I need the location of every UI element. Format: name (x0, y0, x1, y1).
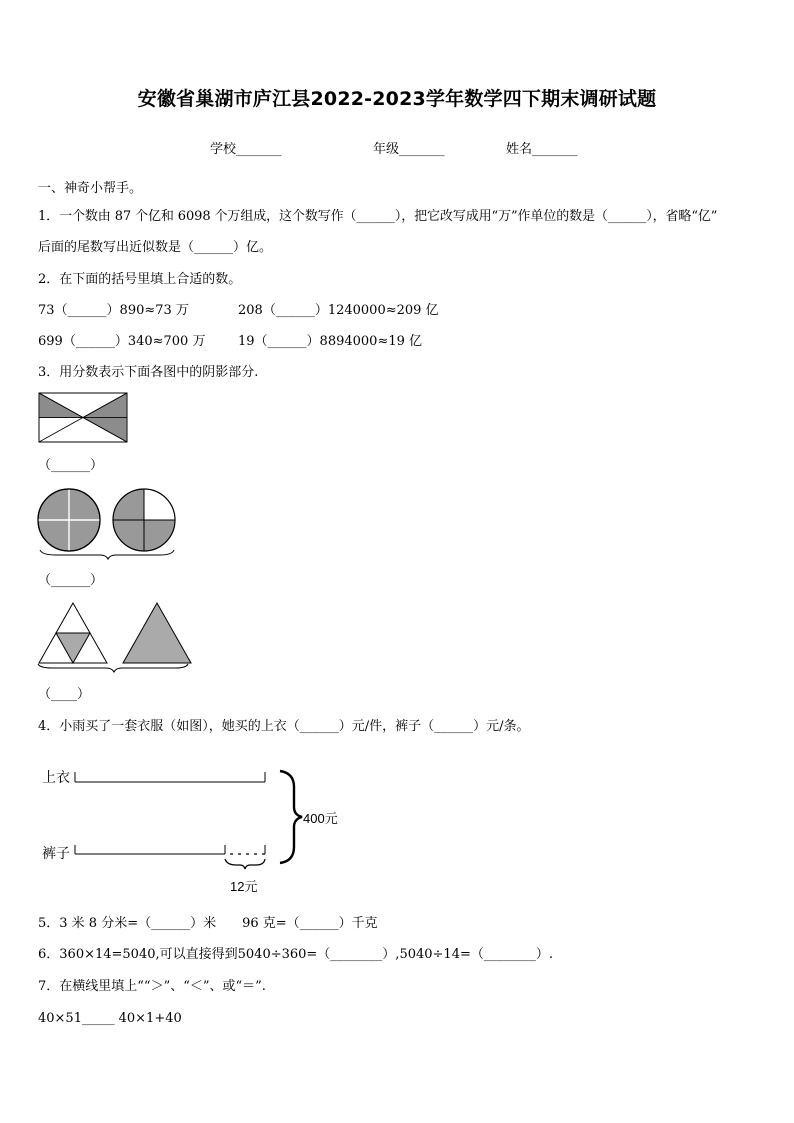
question-7-expression: 40×51_____ 40×1+40 (38, 1011, 182, 1026)
grade-field: 年级_______ (373, 142, 445, 157)
figure-rectangle (38, 392, 130, 444)
brace (38, 664, 188, 672)
label-top: 上衣 (42, 769, 70, 785)
brace (40, 550, 174, 559)
question-3: 3．用分数表示下面各图中的阴影部分. (38, 365, 259, 380)
big-brace (280, 771, 302, 863)
question-2-item-c: 699（______）340≈700 万 (38, 334, 206, 349)
question-2-item-d: 19（______）8894000≈19 亿 (238, 334, 423, 349)
figure-circles (36, 487, 176, 562)
triangle-right (123, 603, 191, 663)
section-heading: 一、神奇小帮手。 (38, 181, 143, 196)
page-title: 安徽省巢湖市庐江县2022-2023学年数学四下期末调研试题 (137, 88, 657, 110)
question-2: 2．在下面的括号里填上合适的数。 (38, 272, 242, 287)
question-1-line1: 1．一个数由 87 个亿和 6098 个万组成，这个数写作（______），把它改写成用“万”作单位的数是（______），省略“亿” (38, 209, 718, 224)
figure-triangles (36, 600, 196, 678)
label-bottom: 裤子 (42, 845, 70, 861)
question-2-item-a: 73（______）890≈73 万 (38, 303, 189, 318)
small-brace (225, 859, 265, 869)
question-1-line2: 后面的尾数写出近似数是（______）亿。 (38, 240, 273, 255)
answer-blank-2: （______） (38, 573, 104, 588)
diff-label: 12元 (230, 879, 258, 894)
segment-diagram (70, 765, 310, 885)
question-5: 5．3 米 8 分米=（______）米 96 克=（______）千克 (38, 916, 378, 931)
answer-blank-3: （____） (38, 687, 91, 702)
answer-blank-1: （______） (38, 458, 104, 473)
total-label: 400元 (303, 811, 338, 826)
question-6: 6．360×14=5040,可以直接得到5040÷360=（________）,5040÷14=（________）. (38, 947, 553, 962)
question-2-item-b: 208（______）1240000≈209 亿 (238, 303, 439, 318)
question-7: 7．在横线里填上““＞”、“＜”、或“＝”. (38, 979, 266, 994)
school-field: 学校_______ (210, 142, 282, 157)
name-field: 姓名_______ (506, 142, 578, 157)
question-4: 4．小雨买了一套衣服（如图），她买的上衣（______）元/件，裤子（______）元/条。 (38, 719, 530, 734)
